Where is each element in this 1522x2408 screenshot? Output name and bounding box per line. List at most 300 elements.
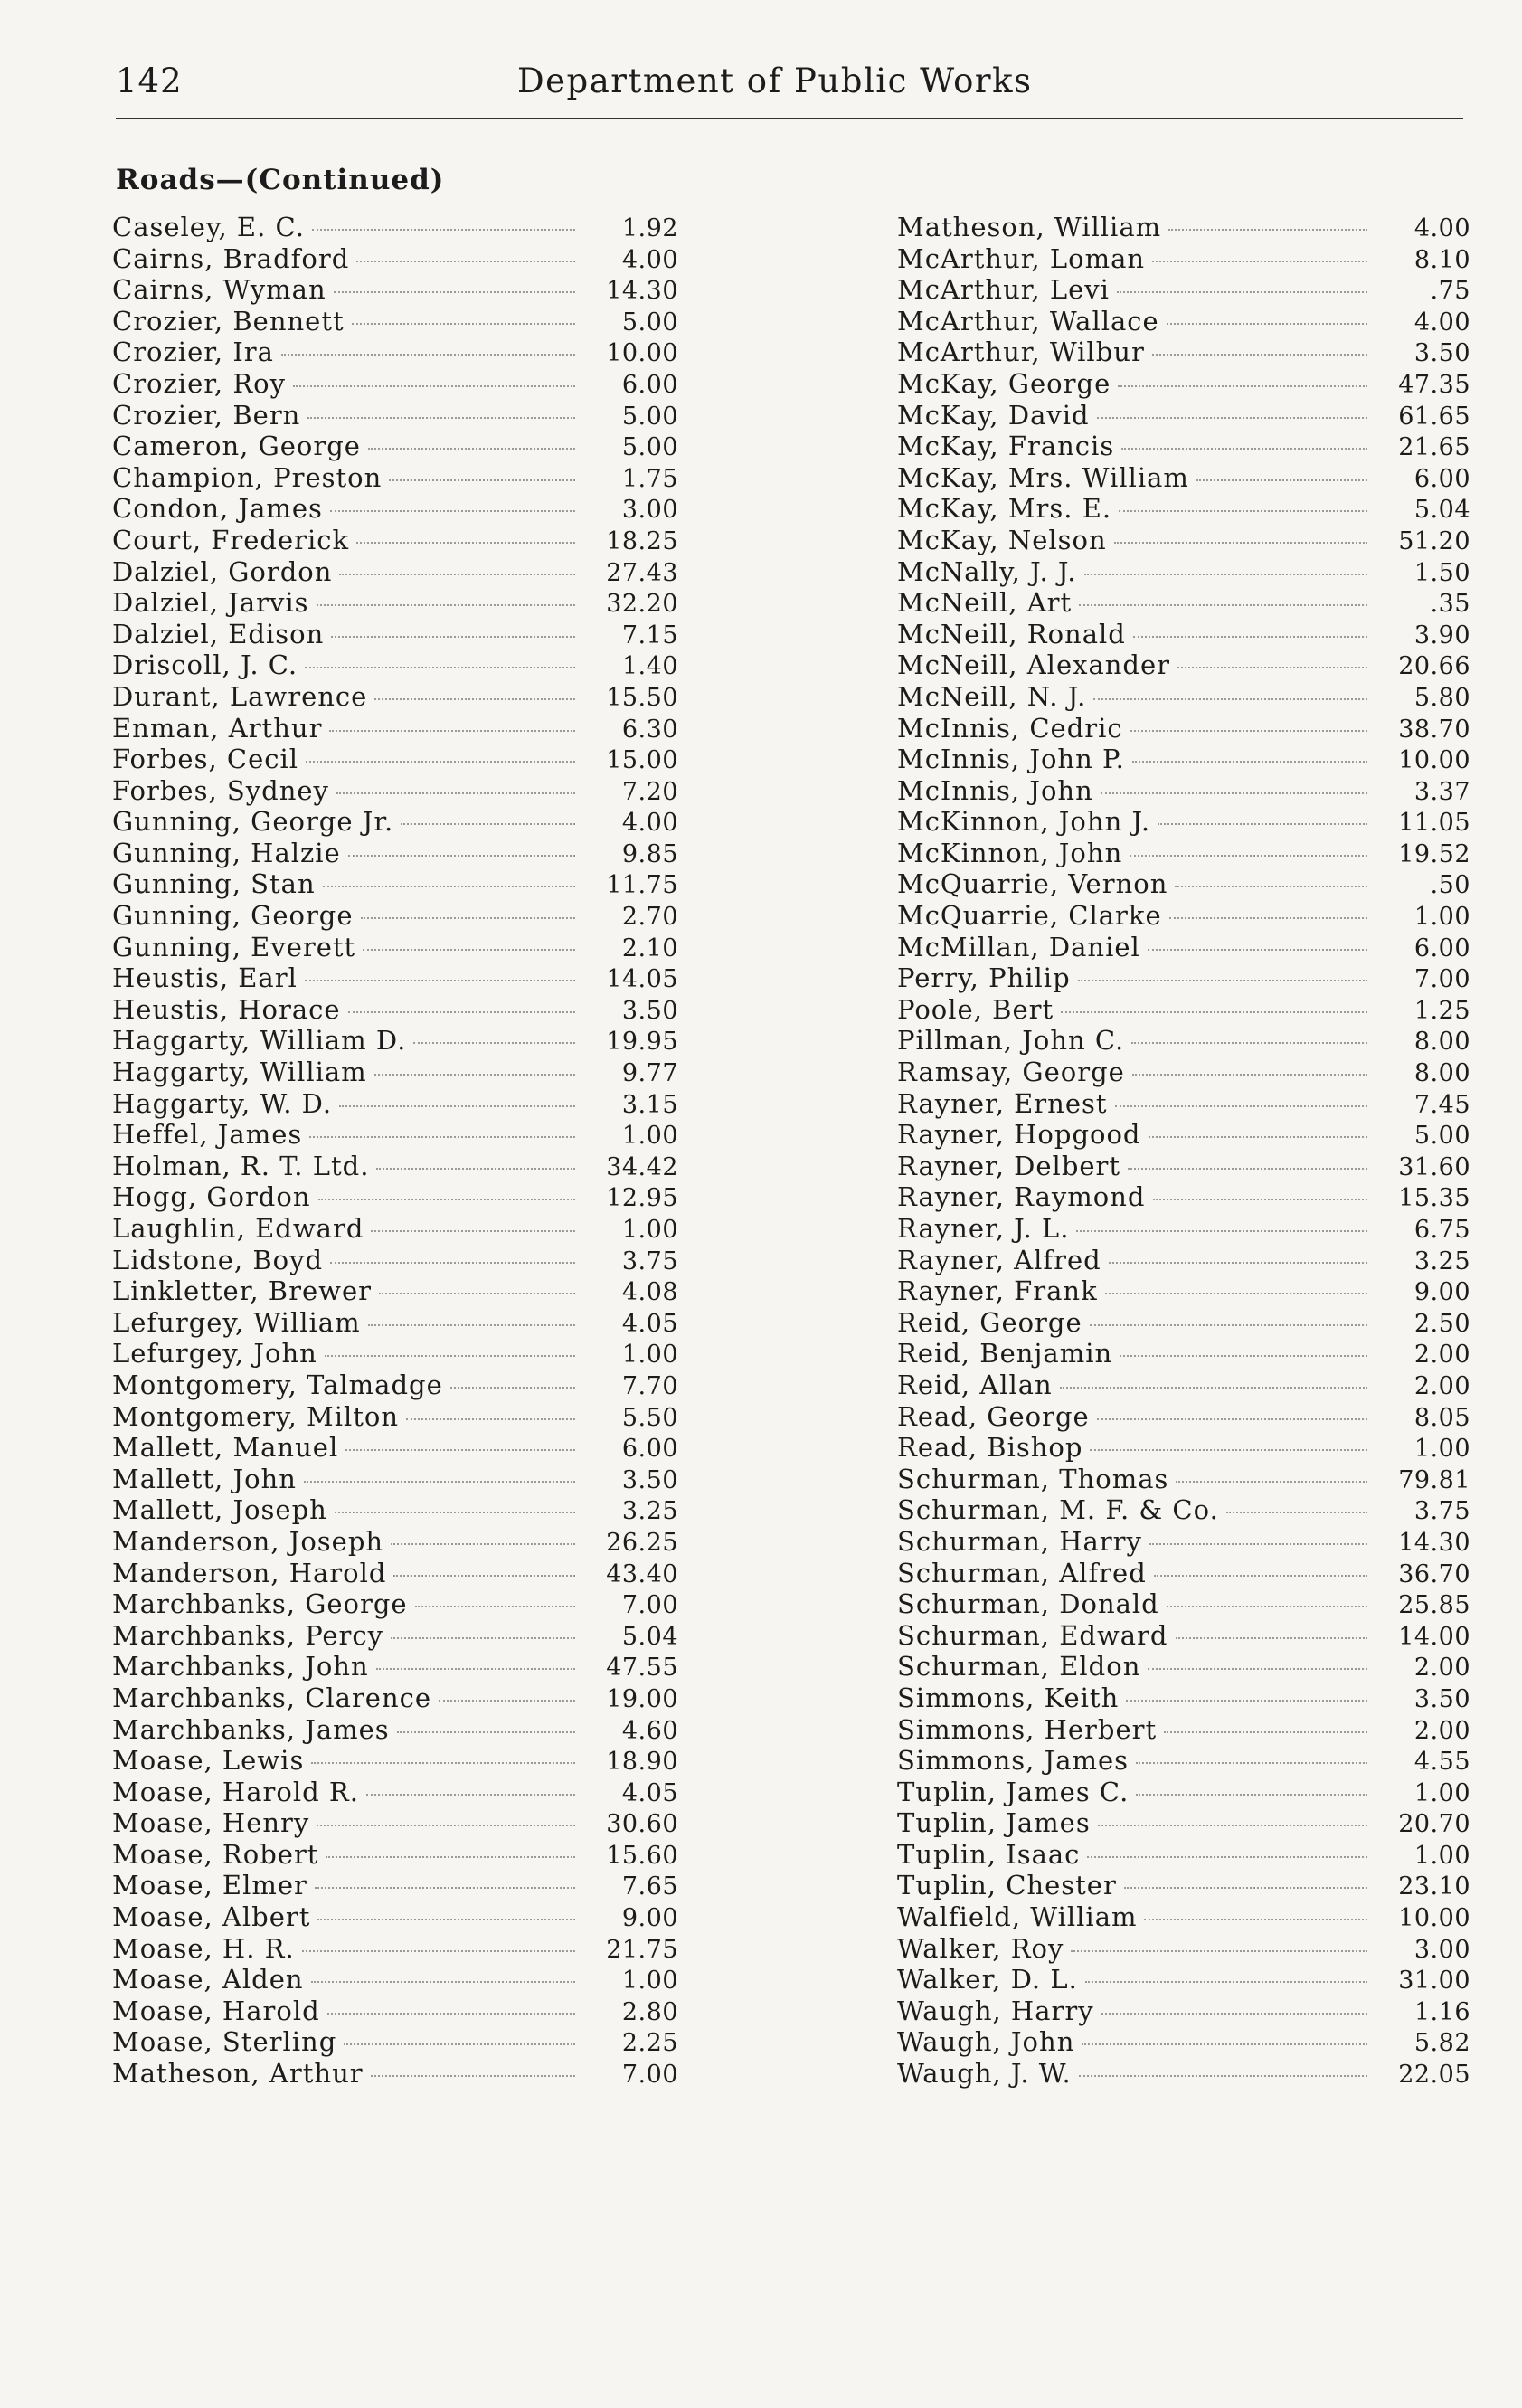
dot-leader (1153, 1199, 1368, 1200)
payment-amount: 3.37 (1413, 777, 1470, 806)
payee-name: McKinnon, John J. (897, 806, 1151, 838)
dot-leader (389, 479, 575, 481)
dot-leader (1132, 761, 1367, 763)
list-item (897, 1807, 1470, 1839)
payee-name: McArthur, Loman (897, 242, 1146, 274)
list-item (112, 1933, 678, 1965)
payee-name: Haggarty, William (112, 1057, 367, 1088)
payee-name: Marchbanks, Clarence (112, 1682, 432, 1713)
payee-name: McMillan, Daniel (897, 931, 1140, 962)
dot-leader (1167, 323, 1367, 325)
payee-name: Moase, Harold (112, 1995, 320, 2026)
payment-amount: 15.50 (606, 683, 678, 712)
payment-amount: 36.70 (1398, 1560, 1470, 1588)
left-column-list (112, 212, 678, 2090)
list-item (112, 1839, 678, 1871)
dot-leader (1079, 604, 1367, 606)
payee-name: Reid, Benjamin (897, 1338, 1113, 1370)
dot-leader (406, 1418, 575, 1420)
payment-amount: 2.00 (1413, 1341, 1470, 1370)
dot-leader (348, 1011, 575, 1013)
payment-amount: 8.10 (1413, 245, 1470, 274)
list-item (112, 556, 678, 588)
list-item (897, 1714, 1470, 1746)
payment-amount: 8.00 (1413, 1059, 1470, 1088)
dot-leader (306, 761, 575, 763)
list-item (897, 368, 1470, 400)
payment-amount: 6.00 (1413, 934, 1470, 962)
payment-amount: 21.65 (1398, 433, 1470, 462)
payee-name: Schurman, Thomas (897, 1463, 1169, 1494)
dot-leader (330, 1262, 575, 1264)
payment-amount: 27.43 (606, 558, 678, 587)
payee-name: Rayner, Alfred (897, 1244, 1101, 1275)
payee-name: Laughlin, Edward (112, 1213, 364, 1244)
payment-amount: 15.60 (606, 1841, 678, 1870)
dot-leader (1148, 1668, 1367, 1670)
dot-leader (1101, 2013, 1367, 2015)
dot-leader (1119, 510, 1367, 512)
payment-amount: 6.75 (1413, 1216, 1470, 1244)
payee-name: Champion, Preston (112, 461, 383, 493)
payee-name: McNally, J. J. (897, 555, 1077, 587)
payee-name: Moase, Alden (112, 1964, 304, 1996)
payee-name: Waugh, Harry (897, 1995, 1094, 2026)
list-item (112, 868, 678, 900)
payment-amount: 9.00 (621, 1904, 678, 1933)
payee-name: McInnis, John (897, 774, 1093, 806)
payee-name: Marchbanks, Percy (112, 1619, 384, 1651)
payee-name: Lefurgey, William (112, 1306, 361, 1338)
payee-name: Tuplin, James (897, 1807, 1091, 1839)
dot-leader (450, 1387, 575, 1389)
payee-name: McNeill, N. J. (897, 680, 1087, 712)
payee-name: McInnis, John P. (897, 744, 1125, 775)
payee-name: Walker, D. L. (897, 1964, 1078, 1996)
dot-leader (1060, 1387, 1367, 1389)
list-item (112, 1307, 678, 1339)
payment-amount: 1.00 (1413, 1435, 1470, 1464)
payee-name: Rayner, Hopgood (897, 1119, 1141, 1151)
payment-amount: 10.00 (1398, 1904, 1470, 1933)
payment-amount: 7.45 (1413, 1090, 1470, 1119)
list-item (897, 1338, 1470, 1370)
dot-leader (1154, 1575, 1367, 1577)
payee-name: Lidstone, Boyd (112, 1244, 324, 1275)
payment-amount: 7.15 (621, 621, 678, 649)
payee-name: Crozier, Ira (112, 337, 274, 368)
list-item (112, 619, 678, 650)
payment-amount: 2.00 (1413, 1654, 1470, 1683)
dot-leader (1084, 574, 1367, 575)
list-item (897, 900, 1470, 932)
list-item (897, 1588, 1470, 1620)
list-item (897, 1745, 1470, 1777)
payment-amount: 9.85 (621, 839, 678, 868)
payee-name: Heffel, James (112, 1119, 303, 1151)
dot-leader (1078, 980, 1367, 981)
payment-amount: 9.77 (621, 1059, 678, 1088)
payee-name: Perry, Philip (897, 962, 1071, 994)
dot-leader (368, 448, 575, 450)
dot-leader (1120, 1355, 1367, 1357)
dot-leader (323, 886, 575, 887)
dot-leader (1079, 2075, 1367, 2077)
payment-amount: 20.70 (1398, 1810, 1470, 1839)
payment-amount: 1.00 (621, 1122, 678, 1151)
list-item (112, 368, 678, 400)
list-item (112, 274, 678, 306)
list-item (112, 306, 678, 337)
list-item (112, 1807, 678, 1839)
list-item (112, 243, 678, 275)
payment-amount: 15.35 (1398, 1184, 1470, 1213)
payee-name: Cairns, Wyman (112, 274, 326, 306)
list-item (897, 431, 1470, 462)
dot-leader (1117, 291, 1367, 293)
list-item (112, 713, 678, 744)
list-item (112, 525, 678, 556)
list-item (897, 1620, 1470, 1652)
list-item (112, 1558, 678, 1589)
dot-leader (309, 1136, 575, 1138)
payment-amount: 30.60 (606, 1810, 678, 1839)
payee-name: Schurman, Eldon (897, 1651, 1141, 1683)
payment-amount: 8.05 (1413, 1403, 1470, 1432)
payment-amount: 51.20 (1398, 526, 1470, 555)
list-item (112, 1181, 678, 1213)
payee-name: Crozier, Roy (112, 367, 287, 399)
payment-amount: 1.40 (621, 652, 678, 681)
payment-amount: 1.25 (1413, 996, 1470, 1025)
payee-name: Forbes, Sydney (112, 774, 329, 806)
dot-leader (1149, 1136, 1368, 1138)
dot-leader (371, 1230, 575, 1232)
payment-amount: 5.00 (621, 308, 678, 337)
dot-leader (1098, 1825, 1367, 1826)
dot-leader (1169, 917, 1367, 919)
payee-name: Tuplin, Chester (897, 1870, 1117, 1901)
list-item (112, 900, 678, 932)
payee-name: Gunning, Halzie (112, 837, 341, 868)
list-item (112, 1025, 678, 1057)
payee-name: Condon, James (112, 493, 323, 525)
list-item (112, 1745, 678, 1777)
payee-name: Tuplin, Isaac (897, 1838, 1081, 1870)
list-item (897, 1275, 1470, 1307)
payment-amount: 2.80 (621, 1997, 678, 2026)
list-item (112, 1245, 678, 1276)
payee-name: Crozier, Bern (112, 399, 301, 431)
payee-name: Matheson, Arthur (112, 2058, 364, 2090)
list-item (897, 1933, 1470, 1965)
payment-amount: 18.90 (606, 1748, 678, 1777)
payee-name: McKinnon, John (897, 837, 1123, 868)
payment-amount: 15.00 (606, 746, 678, 775)
payment-amount: 4.05 (621, 1309, 678, 1338)
payee-name: Moase, Harold R. (112, 1776, 359, 1807)
payment-amount: 4.55 (1413, 1748, 1470, 1777)
page-number: 142 (116, 62, 183, 100)
dot-leader (1093, 698, 1367, 700)
payment-amount: 11.75 (606, 871, 678, 900)
list-item (897, 274, 1470, 306)
list-item (112, 400, 678, 431)
dot-leader (1109, 1262, 1367, 1264)
payment-amount: 3.15 (621, 1090, 678, 1119)
payment-amount: 5.00 (621, 402, 678, 431)
payment-amount: 10.00 (1398, 746, 1470, 775)
payee-name: McArthur, Levi (897, 274, 1110, 306)
dot-leader (344, 2043, 575, 2045)
list-item (897, 806, 1470, 838)
list-item (897, 1307, 1470, 1339)
payee-name: Schurman, Alfred (897, 1557, 1147, 1588)
payment-amount: 3.75 (621, 1247, 678, 1275)
payment-amount: 5.00 (621, 433, 678, 462)
list-item (112, 337, 678, 368)
payee-name: Marchbanks, George (112, 1588, 408, 1620)
dot-leader (391, 1543, 575, 1545)
payee-name: Marchbanks, John (112, 1651, 369, 1683)
payment-amount: 14.30 (606, 277, 678, 306)
payment-amount: 7.70 (621, 1371, 678, 1400)
payment-amount: 5.04 (1413, 496, 1470, 525)
payment-amount: .50 (1430, 871, 1470, 900)
dot-leader (363, 949, 575, 951)
payment-amount: 3.25 (1413, 1247, 1470, 1275)
dot-leader (339, 1105, 575, 1107)
dot-leader (391, 1637, 575, 1639)
payee-name: McKay, Mrs. William (897, 461, 1189, 493)
payment-amount: 7.00 (621, 2061, 678, 2090)
payee-name: McNeill, Art (897, 587, 1073, 619)
list-item (897, 1901, 1470, 1933)
payee-name: Pillman, John C. (897, 1025, 1125, 1057)
payment-amount: 2.70 (621, 903, 678, 932)
payee-name: Rayner, Ernest (897, 1087, 1108, 1119)
list-item (112, 1057, 678, 1088)
payee-name: Gunning, Everett (112, 931, 356, 962)
payment-amount: 2.50 (1413, 1309, 1470, 1338)
payment-amount: 14.30 (1398, 1528, 1470, 1557)
dot-leader (1136, 1762, 1367, 1764)
payment-amount: 7.00 (1413, 965, 1470, 994)
dot-leader (281, 354, 575, 356)
payee-name: McNeill, Alexander (897, 649, 1171, 681)
payee-name: Waugh, J. W. (897, 2058, 1072, 2090)
dot-leader (1105, 1293, 1367, 1294)
list-item (112, 649, 678, 681)
payee-name: Haggarty, William D. (112, 1025, 407, 1057)
dot-leader (1061, 1011, 1367, 1013)
list-item (112, 1088, 678, 1120)
payee-name: Rayner, Raymond (897, 1181, 1146, 1213)
list-item (897, 868, 1470, 900)
list-item (897, 838, 1470, 869)
payee-name: Manderson, Joseph (112, 1525, 384, 1557)
list-item (112, 1651, 678, 1683)
payee-name: Moase, Sterling (112, 2026, 337, 2058)
dot-leader (1144, 1919, 1367, 1920)
payee-name: McKay, Francis (897, 431, 1115, 462)
right-column-list (897, 212, 1470, 2090)
dot-leader (1085, 1981, 1367, 1983)
list-item (897, 1777, 1470, 1808)
list-item (112, 1588, 678, 1620)
dot-leader (1158, 823, 1367, 825)
payee-name: Walker, Roy (897, 1932, 1064, 1964)
payee-name: Moase, Robert (112, 1838, 319, 1870)
payee-name: Driscoll, J. C. (112, 649, 298, 681)
payee-name: Hogg, Gordon (112, 1181, 311, 1213)
dot-leader (374, 698, 575, 700)
list-item (897, 212, 1470, 243)
payment-amount: .35 (1430, 590, 1470, 619)
payee-name: Forbes, Cecil (112, 744, 299, 775)
list-item (112, 2058, 678, 2090)
payment-amount: 1.00 (1413, 1841, 1470, 1870)
payee-name: Moase, Henry (112, 1807, 310, 1839)
running-title: Department of Public Works (517, 62, 1033, 100)
payment-amount: 7.00 (621, 1591, 678, 1620)
dot-leader (1149, 1543, 1367, 1545)
list-item (112, 1714, 678, 1746)
payment-amount: 6.00 (621, 1435, 678, 1464)
dot-leader (1118, 385, 1367, 387)
payee-name: Poole, Bert (897, 993, 1054, 1025)
payee-name: Moase, Lewis (112, 1745, 305, 1777)
dot-leader (1226, 1512, 1367, 1513)
payee-name: Moase, Elmer (112, 1870, 307, 1901)
dot-leader (1175, 886, 1367, 887)
payment-amount: 3.50 (1413, 1684, 1470, 1713)
payee-name: Reid, Allan (897, 1369, 1053, 1400)
section-heading: Roads—(Continued) (116, 164, 445, 196)
payment-amount: 4.00 (1413, 214, 1470, 242)
dot-leader (1090, 1449, 1367, 1451)
list-item (897, 525, 1470, 556)
list-item (112, 932, 678, 963)
payee-name: McNeill, Ronald (897, 618, 1126, 649)
dot-leader (1176, 1637, 1367, 1639)
dot-leader (317, 1825, 575, 1826)
payment-amount: 3.25 (621, 1497, 678, 1526)
payee-name: Schurman, Harry (897, 1525, 1142, 1557)
list-item (897, 1558, 1470, 1589)
dot-leader (379, 1293, 575, 1294)
list-item (112, 1432, 678, 1464)
payee-name: Mallett, Joseph (112, 1494, 327, 1526)
payment-amount: 31.60 (1398, 1152, 1470, 1181)
dot-leader (305, 980, 575, 981)
payee-name: Ramsay, George (897, 1057, 1125, 1088)
dot-leader (334, 291, 575, 293)
dot-leader (330, 510, 575, 512)
payee-name: Dalziel, Edison (112, 618, 325, 649)
list-item (112, 1338, 678, 1370)
payee-name: McArthur, Wallace (897, 305, 1159, 337)
list-item (112, 838, 678, 869)
dot-leader (1152, 354, 1367, 356)
payment-amount: 1.00 (621, 1967, 678, 1996)
list-item (112, 1683, 678, 1714)
payment-amount: 61.65 (1398, 402, 1470, 431)
list-item (897, 1370, 1470, 1401)
payment-amount: 3.50 (621, 1465, 678, 1494)
dot-leader (312, 229, 575, 231)
payment-amount: 23.10 (1398, 1872, 1470, 1901)
list-item (897, 994, 1470, 1026)
list-item (112, 462, 678, 494)
list-item (897, 1839, 1470, 1871)
dot-leader (339, 574, 575, 575)
dot-leader (307, 417, 575, 419)
dot-leader (361, 917, 575, 919)
list-item (897, 932, 1470, 963)
payee-name: Mallett, Manuel (112, 1432, 339, 1464)
payee-name: Durant, Lawrence (112, 680, 368, 712)
list-item (897, 619, 1470, 650)
list-item (897, 2026, 1470, 2058)
dot-leader (1164, 1731, 1367, 1733)
list-item (112, 1870, 678, 1901)
payee-name: Simmons, Herbert (897, 1713, 1158, 1745)
payment-amount: 6.30 (621, 715, 678, 744)
dot-leader (348, 855, 575, 857)
payee-name: Moase, Albert (112, 1901, 311, 1933)
list-item (897, 1057, 1470, 1088)
dot-leader (368, 1324, 575, 1326)
dot-leader (1168, 229, 1367, 231)
dot-leader (374, 1074, 575, 1076)
dot-leader (1148, 949, 1367, 951)
list-item (897, 1245, 1470, 1276)
dot-leader (1177, 667, 1367, 668)
list-item (897, 462, 1470, 494)
list-item (897, 1181, 1470, 1213)
payee-name: Holman, R. T. Ltd. (112, 1150, 370, 1181)
payee-name: Cameron, George (112, 431, 361, 462)
dot-leader (1101, 792, 1367, 794)
dot-leader (439, 1700, 575, 1702)
payee-name: McKay, Nelson (897, 524, 1107, 555)
payment-amount: 20.66 (1398, 652, 1470, 681)
list-item (897, 1213, 1470, 1245)
list-item (897, 556, 1470, 588)
list-item (897, 1119, 1470, 1151)
dot-leader (311, 1981, 575, 1983)
list-item (897, 1526, 1470, 1558)
dot-leader (376, 1668, 575, 1670)
payment-amount: 1.50 (1413, 558, 1470, 587)
dot-leader (356, 261, 575, 262)
dot-leader (329, 730, 575, 732)
dot-leader (1131, 1042, 1367, 1044)
payee-name: Rayner, Delbert (897, 1150, 1121, 1181)
list-item (897, 400, 1470, 431)
payment-amount: 12.95 (606, 1184, 678, 1213)
dot-leader (371, 2075, 575, 2077)
list-item (897, 649, 1470, 681)
dot-leader (356, 542, 575, 544)
dot-leader (345, 1449, 575, 1451)
payment-amount: 4.00 (621, 809, 678, 838)
payee-name: Rayner, J. L. (897, 1213, 1070, 1244)
payee-name: Simmons, James (897, 1745, 1130, 1777)
payee-name: Montgomery, Talmadge (112, 1369, 443, 1400)
payee-name: Mallett, John (112, 1463, 297, 1494)
